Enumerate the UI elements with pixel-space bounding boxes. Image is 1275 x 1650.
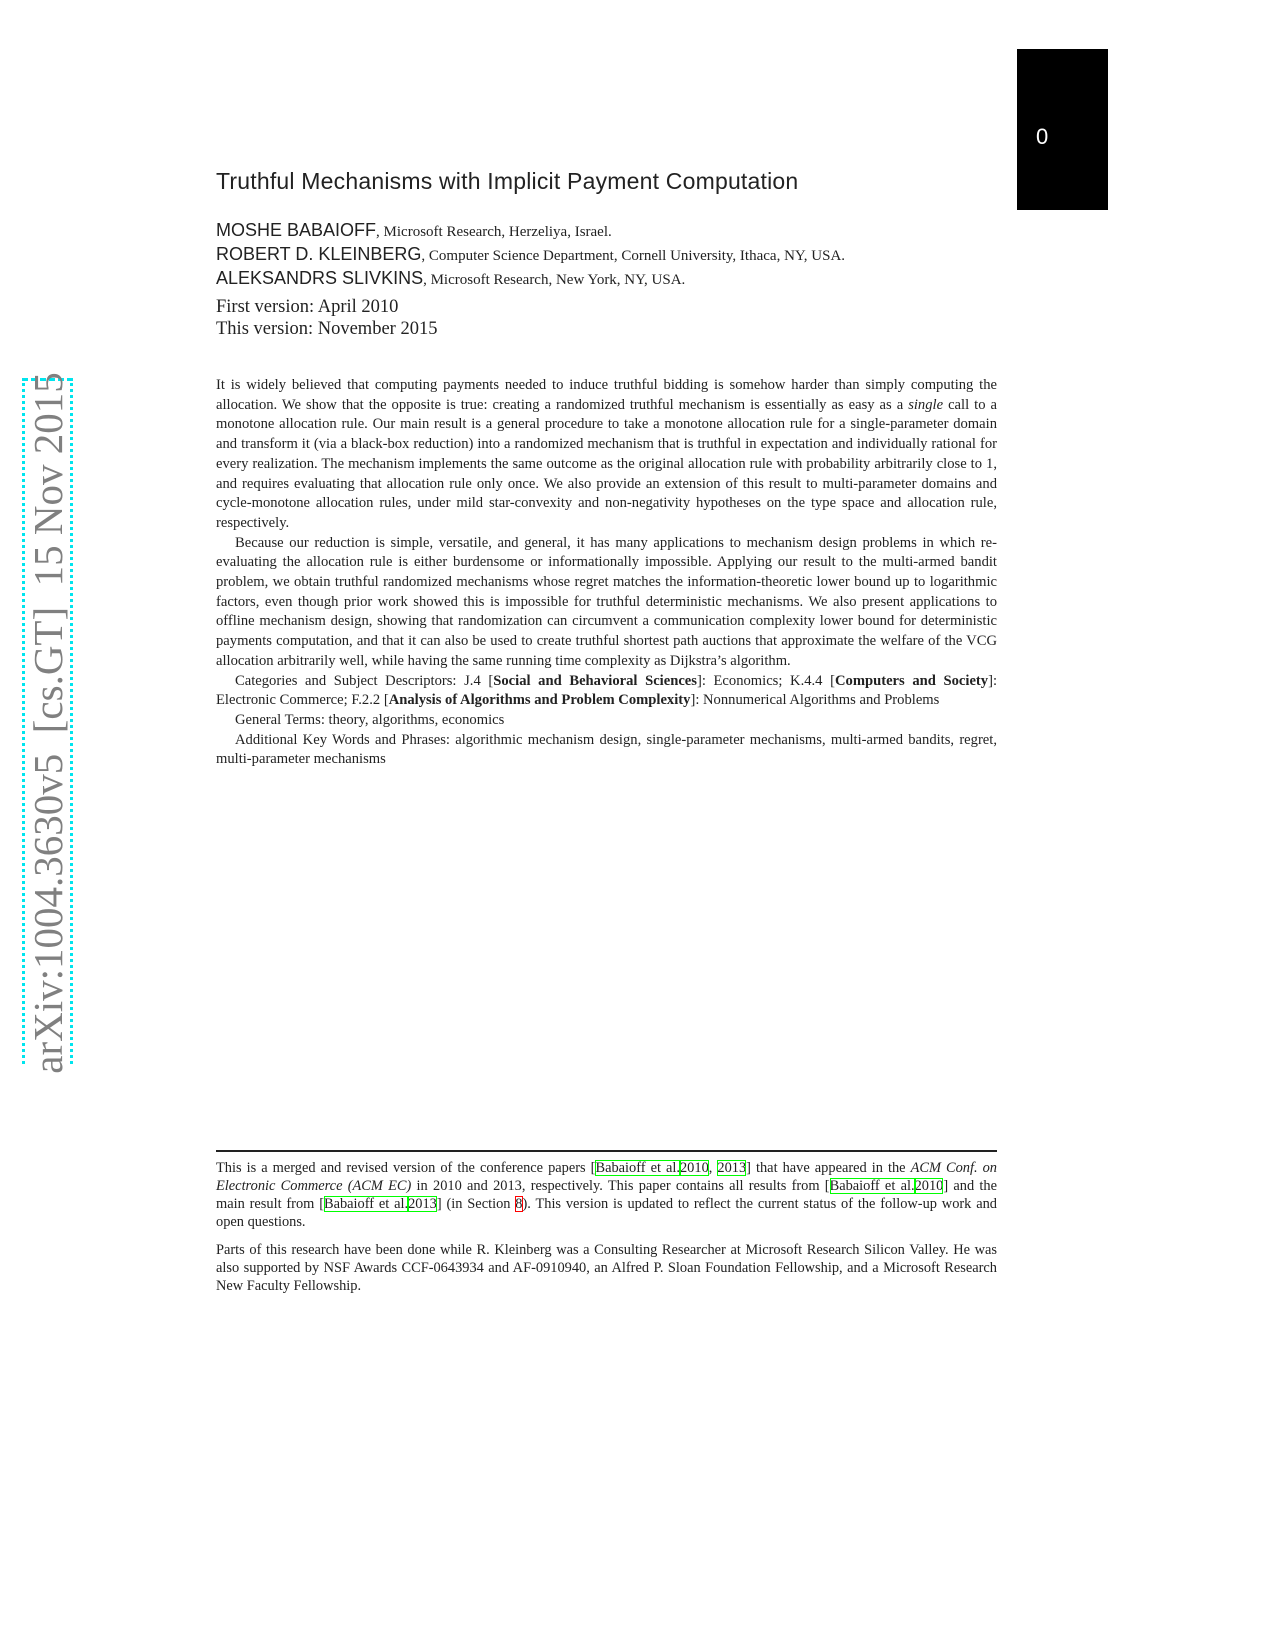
citation-link[interactable]: 2013 [717,1160,747,1176]
footnote-1 [216,1159,997,1231]
text: It is widely believed that computing payments needed to induce truthful bidding is somehow harder than simply computing the allocation. We show that the opposite is true: creating a randomized truthful mechanism is essentially as easy as a [216,377,997,413]
category: Analysis of Algorithms and Problem Complexity [388,692,691,709]
author [216,219,997,243]
category: Computers and Society [834,672,989,689]
text: ] (in Section [436,1196,516,1212]
author-affiliation: , Microsoft Research, Herzeliya, Israel. [376,224,612,240]
arxiv-stamp-text: arXiv:1004.3630v5 [cs.GT] 15 Nov 2015 [24,371,71,1074]
footnote-2: Parts of this research have been done while R. Kleinberg was a Consulting Researcher at Microsoft Research Silicon Valley. He was also supported by NSF Awards CCF-0643934 and AF-0910940, an Alfred P. Sloan Foundation Fellowship, and a Microsoft Research New Faculty Fellowship. [216,1242,997,1294]
author-name: MOSHE BABAIOFF [216,220,377,240]
footnote-rule [216,1150,997,1152]
version-info [216,296,997,340]
author-name: ROBERT D. KLEINBERG [216,244,422,264]
author [216,267,997,291]
venue: ACM Conf. on Electronic Commerce (ACM EC) [216,1160,997,1194]
text: , [708,1160,718,1176]
text: ]: Economics; K.4.4 [ [696,672,835,689]
citation-link[interactable]: 2010 [914,1178,944,1194]
citation-link[interactable]: Babaioff et al. [595,1160,680,1176]
keywords: Additional Key Words and Phrases: algorithmic mechanism design, single-parameter mechanisms, multi-armed bandits, regret, multi-parameter mechanisms [216,731,997,768]
paper-title: Truthful Mechanisms with Implicit Payment Computation [216,168,799,194]
abstract-paragraph-2: Because our reduction is simple, versatile, and general, it has many applications to mechanism design problems in which re-evaluating the allocation rule is either burdensome or informationally impossible. Applying our result to the multi-armed bandit problem, we obtain truthful randomized mechanisms whose regret matches the information-theoretic lower bound up to logarithmic factors, even though prior work showed this is impossible for truthful deterministic mechanisms. We also present applications to offline mechanism design, showing that randomization can circumvent a communication complexity lower bound for deterministic payments computation, and that it can also be used to create truthful shortest path auctions that approximate the welfare of the VCG allocation arbitrarily well, while having the same running time complexity as Dijkstra’s algorithm. [216,534,997,669]
author-affiliation: , Microsoft Research, New York, NY, USA. [423,272,686,288]
text: ]: Nonnumerical Algorithms and Problems [690,692,940,709]
citation-link[interactable]: Babaioff et al. [323,1196,409,1212]
text: in 2010 and 2013, respectively. This paper contains all results from [ [411,1178,830,1194]
this-version: This version: November 2015 [216,319,438,339]
citation-link[interactable]: 2010 [679,1160,709,1176]
author-list [216,219,997,291]
page-number: 0 [1036,124,1049,149]
emphasis: single [908,396,944,413]
text: ] that have appeared in the [746,1160,911,1176]
text: ] and the main result from [ [216,1178,997,1212]
arxiv-stamp[interactable] [22,371,73,1074]
author-name: ALEKSANDRS SLIVKINS [216,268,424,288]
general-terms: General Terms: theory, algorithms, economics [235,711,505,728]
text: This is a merged and revised version of the conference papers [ [216,1160,596,1176]
first-version: First version: April 2010 [216,297,399,317]
categories [216,672,997,711]
abstract-paragraph-1 [216,376,997,534]
text: Categories and Subject Descriptors: J.4 [ [235,672,494,689]
page-number-tab [1017,49,1108,210]
author [216,243,997,267]
text: call to a monotone allocation rule. Our main result is a general procedure to take a monotone allocation rule for a single-parameter domain and transform it (via a black-box reduction) into a randomized mechanism that is truthful in expectation and individually rational for every realization. The mechanism implements the same outcome as the original allocation rule with probability arbitrarily close to 1, and requires evaluating that allocation rule only once. We also provide an extension of this result to multi-parameter domains and cycle-monotone allocation rules, under mild star-convexity and non-negativity hypotheses on the type space and allocation rule, respectively. [216,396,997,531]
text: ]: Electronic Commerce; F.2.2 [ [216,672,998,709]
category: Social and Behavioral Sciences [493,672,697,689]
section-link[interactable]: 8 [515,1196,523,1212]
author-affiliation: , Computer Science Department, Cornell University, Ithaca, NY, USA. [421,248,846,264]
footnotes [216,1159,997,1305]
citation-link[interactable]: Babaioff et al. [829,1178,915,1194]
abstract [216,376,997,770]
citation-link[interactable]: 2013 [408,1196,437,1212]
text: ). This version is updated to reflect the current status of the follow-up work and open questions. [216,1196,997,1230]
